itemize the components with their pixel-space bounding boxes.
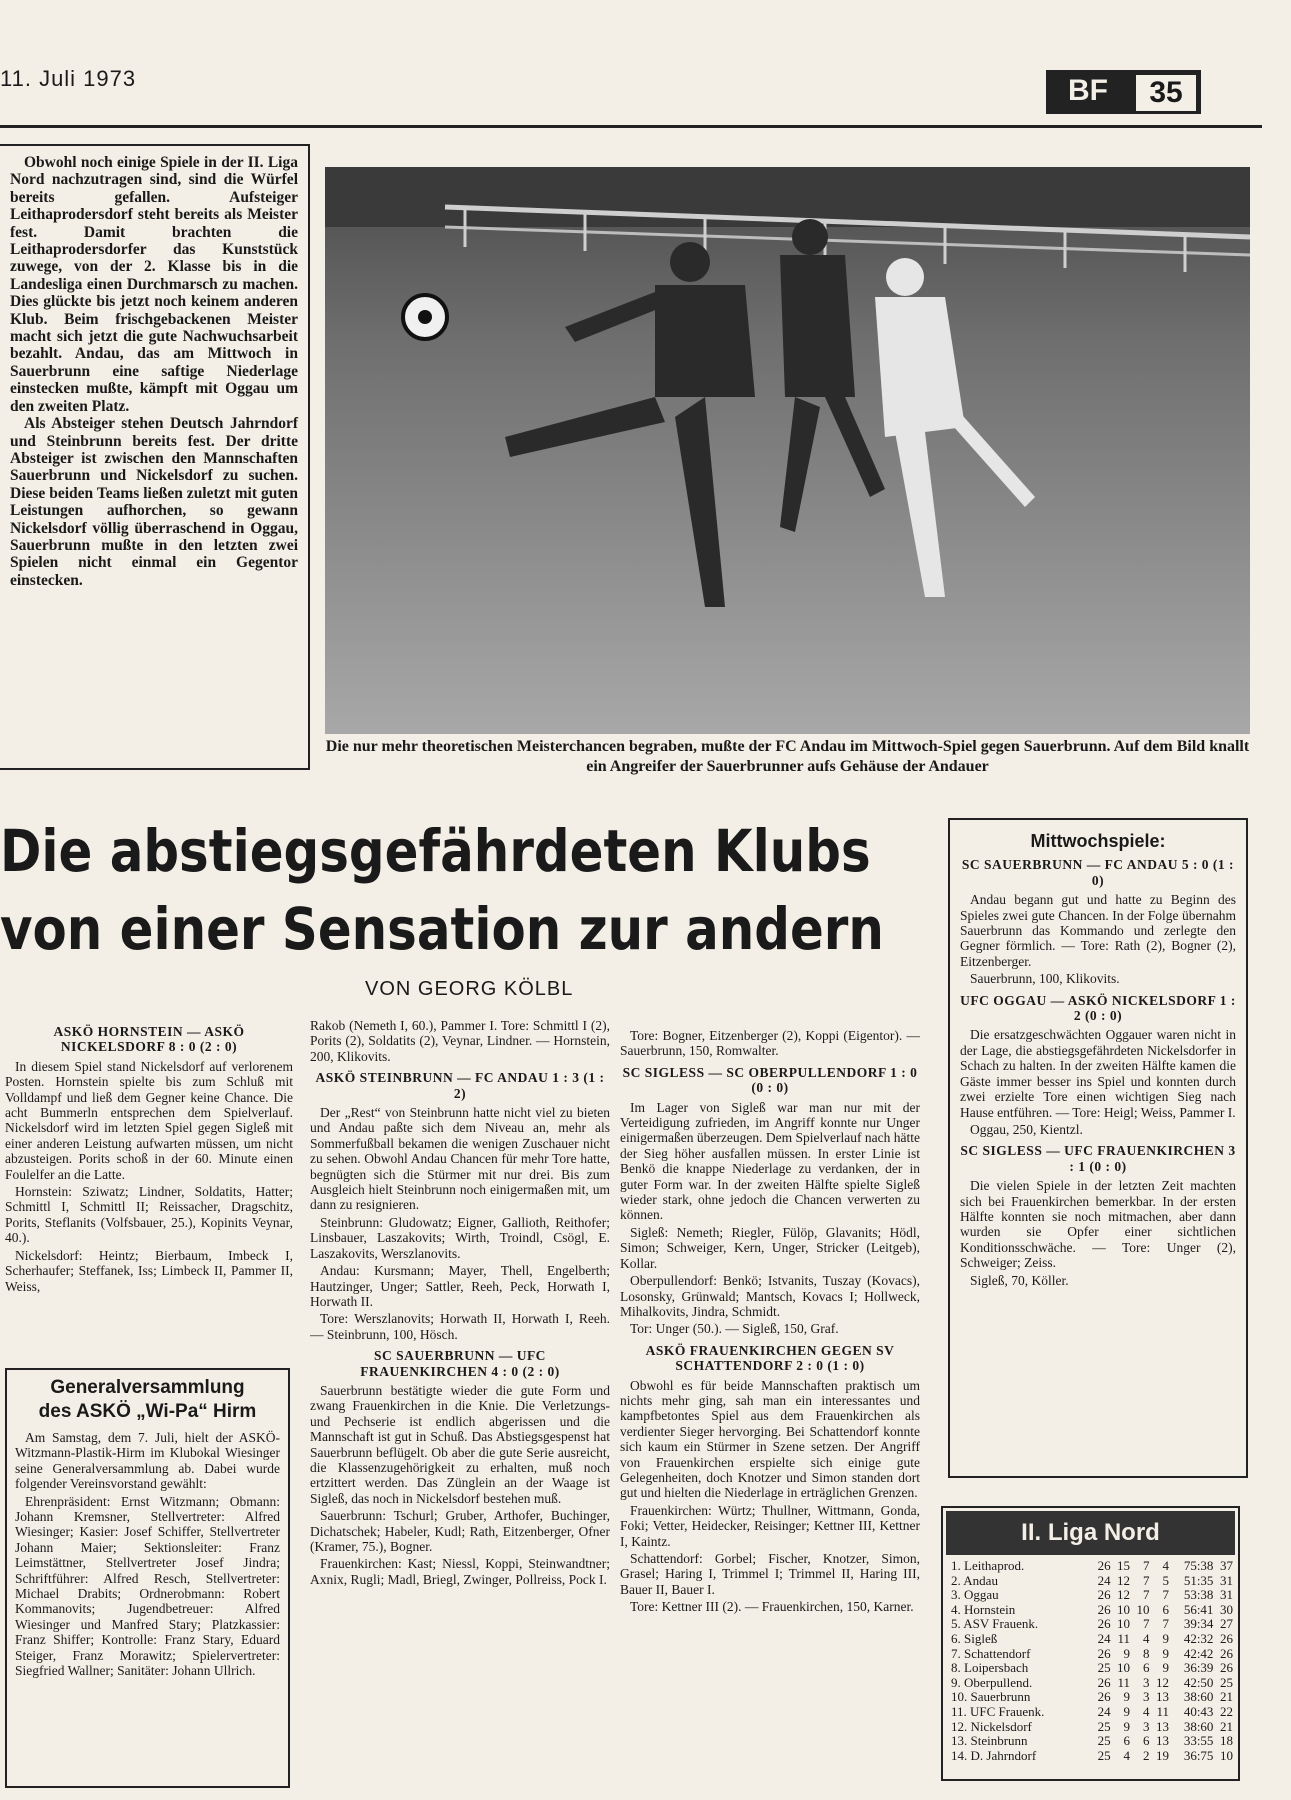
photo-illustration xyxy=(325,167,1250,734)
table-cell-s: 9 xyxy=(1123,1645,1131,1661)
table-cell-team: 14. D. Jahrndorf xyxy=(951,1747,1037,1763)
lineup: Schattendorf: Gorbel; Fischer, Knotzer, Simon, Grasel; Haring I, Trimmel I; Trimmel II, Haring III, Bauer II, Bauer I. xyxy=(620,1551,920,1597)
table-cell-s: 10 xyxy=(1117,1616,1131,1632)
table-cell-u: 3 xyxy=(1143,1674,1150,1690)
lineup: Sigleß: Nemeth; Riegler, Fülöp, Glavanits; Hödl, Simon; Schweiger, Kern, Unger, Stricker (Leitgeb), Kollar. xyxy=(620,1224,920,1271)
table-cell-tore: 42:50 xyxy=(1183,1674,1214,1690)
article-column-3 xyxy=(620,1028,920,1688)
table-cell-sp: 25 xyxy=(1097,1718,1111,1734)
table-cell-s: 9 xyxy=(1123,1718,1131,1734)
table-cell-pkt: 31 xyxy=(1220,1587,1233,1603)
table-cell-tore: 36:75 xyxy=(1183,1747,1214,1763)
table-cell-n: 12 xyxy=(1156,1674,1170,1690)
lineup: Frauenkirchen: Würtz; Thullner, Wittmann, Gonda, Foki; Vetter, Heidecker, Reisinger; Kettner III, Kettner I, Kaintz. xyxy=(620,1502,920,1549)
match-heading: ASKÖ FRAUENKIRCHEN GEGEN SV SCHATTENDORF 2 : 0 (1 : 0) xyxy=(645,1342,895,1374)
lineup: Rakob (Nemeth I, 60.), Pammer I. Tore: Schmittl I (2), Porits (2), Soldatits (2), Veynar, Lindner. — Hornstein, 200, Klikovits. xyxy=(310,1018,610,1064)
table-cell-u: 7 xyxy=(1143,1616,1150,1632)
table-cell-s: 11 xyxy=(1117,1630,1131,1646)
table-row xyxy=(951,1574,1233,1589)
table-row xyxy=(951,1676,1233,1691)
table-cell-team: 3. Oggau xyxy=(951,1587,999,1603)
table-cell-s: 11 xyxy=(1117,1674,1131,1690)
headline-line-1: Die abstiegsgefährdeten Klubs xyxy=(0,817,871,885)
goals: Tore: Bogner, Eitzenberger (2), Koppi (Eigentor). — Sauerbrunn, 150, Romwalter. xyxy=(620,1028,920,1059)
article-column-2 xyxy=(310,1018,610,1788)
table-cell-team: 10. Sauerbrunn xyxy=(951,1689,1031,1705)
table-cell-n: 4 xyxy=(1162,1558,1170,1573)
table-cell-tore: 38:60 xyxy=(1183,1689,1214,1705)
table-cell-u: 6 xyxy=(1143,1733,1150,1749)
table-cell-tore: 56:41 xyxy=(1183,1601,1214,1617)
intro-paragraph: Obwohl noch einige Spiele in der II. Liga Nord nachzutragen sind, sind die Würfel bereits gefallen. Aufsteiger Leithaprodersdorf steht bereits als Meister fest. Damit brachten die Leithaprodersdorfer das Kunststück zuwege, von der 2. Klasse bis in die Landesliga einen Durchmarsch zu machen. Dies glückte bis jetzt noch keinem anderen Klub. Beim frischgebackenen Meister macht sich jetzt die gute Nachwuchsarbeit bezahlt. Andau, das am Mittwoch in Sauerbrunn eine saftige Niederlage einstecken mußte, kämpft mit Oggau um den zweiten Platz. xyxy=(10,154,298,415)
table-cell-pkt: 22 xyxy=(1220,1703,1233,1719)
table-cell-s: 15 xyxy=(1117,1558,1131,1573)
table-cell-n: 5 xyxy=(1162,1572,1170,1588)
goals: Tor: Unger (50.). — Sigleß, 150, Graf. xyxy=(630,1321,839,1337)
table-cell-s: 12 xyxy=(1117,1587,1131,1603)
page-number: 35 xyxy=(1135,74,1197,112)
match-report: Obwohl es für beide Mannschaften praktisch um nichts mehr ging, sah man ein interessantes und kampfbetontes Spiel aus dem Frauenkirchen als verdienter Sieger hervorging. Bei Schattendorf konnte sich kaum ein Stürmer in Szene setzen. Der Angriff von Frauenkirchen erspielte sich einige gute Gelegenheiten, doch Knotzer und Simon standen dort gut und hielten die Niederlage in erträglichen Grenzen. xyxy=(620,1377,920,1501)
table-cell-n: 7 xyxy=(1162,1616,1170,1632)
table-cell-tore: 40:43 xyxy=(1183,1703,1214,1719)
table-row xyxy=(951,1647,1233,1662)
table-cell-s: 9 xyxy=(1123,1703,1131,1719)
league-table-title: II. Liga Nord xyxy=(946,1511,1235,1555)
general-assembly-box xyxy=(5,1368,290,1788)
match-report: In diesem Spiel stand Nickelsdorf auf verlorenem Posten. Hornstein spielte bis zum Schluß mit Volldampf und ließ dem Gegner keine Chance. Die acht Bummerln entsprechen dem Spielverlauf. Nickelsdorf wird im letzten Spiel gegen Sigleß mit einer anderen Leistung aufwarten müssen, um nicht abzusteigen. Porits schoß in der 60. Minute einen Foulelfer an die Latte. xyxy=(5,1058,293,1182)
league-table-box xyxy=(941,1506,1240,1781)
table-cell-n: 19 xyxy=(1156,1747,1170,1763)
table-cell-sp: 26 xyxy=(1097,1645,1111,1661)
table-cell-team: 9. Oberpullend. xyxy=(951,1674,1033,1690)
table-cell-s: 10 xyxy=(1117,1601,1131,1617)
table-cell-u: 4 xyxy=(1143,1703,1150,1719)
table-cell-pkt: 21 xyxy=(1220,1718,1233,1734)
page-tag xyxy=(1046,70,1201,114)
match-heading: ASKÖ STEINBRUNN — FC ANDAU 1 : 3 (1 : 2) xyxy=(315,1070,605,1101)
table-cell-n: 13 xyxy=(1156,1733,1170,1749)
lineup: Frauenkirchen: Kast; Niessl, Koppi, Steinwandtner; Axnix, Rugli; Madl, Briegl, Zwinger, Pollreiss, Pock I. xyxy=(310,1556,610,1587)
table-cell-sp: 26 xyxy=(1097,1587,1111,1603)
table-cell-s: 4 xyxy=(1123,1747,1131,1763)
table-cell-team: 6. Sigleß xyxy=(951,1630,998,1646)
issue-date: 11. Juli 1973 xyxy=(0,66,137,91)
table-row xyxy=(951,1661,1233,1676)
table-cell-u: 7 xyxy=(1143,1558,1150,1573)
intro-paragraph: Als Absteiger stehen Deutsch Jahrndorf und Steinbrunn bereits fest. Der dritte Absteiger ist zwischen den Mannschaften Sauerbrunn und Nickelsdorf zu suchen. Diese beiden Teams ließen zuletzt mit guten Leistungen aufhorchen, so gewann Nickelsdorf völlig überraschend in Oggau, Sauerbrunn mußte in den letzten zwei Spielen nicht einmal ein Gegentor einstecken. xyxy=(10,415,298,589)
table-cell-team: 5. ASV Frauenk. xyxy=(951,1616,1039,1632)
match-report: Im Lager von Sigleß war man nur mit der Verteidigung zufrieden, im Angriff konnte nur Unger einigermaßen überzeugen. Dem Spielverlauf nach hätte der Sieg höher ausfallen müssen. In erster Linie ist Benkö die knappe Niederlage zu verdanken, der in guter Form war. In der zweiten Hälfte spielte Sigleß wieder stark, ohne jedoch die Chancen verwerten zu können. xyxy=(620,1099,920,1223)
table-cell-team: 12. Nickelsdorf xyxy=(951,1718,1032,1734)
match-report: Die ersatzgeschwächten Oggauer waren nicht in der Lage, die abstiegsgefährdeten Nickelsdorfer in Schach zu halten. In der zweiten Hälfte kamen die Gäste immer besser ins Spiel und konnten durch zwei erzielte Tore einen wichtigen Sieg nach Hause entführen. — Tore: Heigl; Weiss, Pammer I. xyxy=(960,1027,1236,1120)
table-cell-sp: 25 xyxy=(1097,1660,1111,1676)
table-cell-sp: 24 xyxy=(1097,1703,1111,1719)
match-heading: SC SIGLESS — UFC FRAUENKIRCHEN 3 : 1 (0 : 0) xyxy=(960,1143,1236,1174)
board-members: Ehrenpräsident: Ernst Witzmann; Obmann: Johann Kremsner, Stellvertreter: Alfred Wiesinger; Kasier: Josef Schiffer, Stellvertreter Johann Maier; Sektionsleiter: Franz Leimstättner, Stellvertreter Josef Jindra; Schriftführer: Alfred Resch, Stellvertreter: Michael Drabits; Ordnerobmann: Robert Kommanovits; Jugendbetreuer: Alfred Wiesinger und Manfred Stary; Platzkassier: Franz Shiffer; Kontrolle: Franz Stary, Eduard Steiger, Franz Morawitz; Spielervertreter: Siegfried Wallner; Sanitäter: Johann Ullrich. xyxy=(15,1493,280,1679)
table-row xyxy=(951,1720,1233,1735)
section-label: BF xyxy=(1068,74,1108,107)
lineup: Nickelsdorf: Heintz; Bierbaum, Imbeck I, Scherhaufer; Steffanek, Iss; Limbeck II, Pammer II, Weiss, xyxy=(5,1247,293,1294)
match-heading: ASKÖ HORNSTEIN — ASKÖ NICKELSDORF 8 : 0 (2 : 0) xyxy=(53,1024,245,1055)
table-cell-team: 2. Andau xyxy=(951,1572,998,1588)
general-assembly-title xyxy=(15,1376,280,1424)
table-row xyxy=(951,1705,1233,1720)
match-heading: UFC OGGAU — ASKÖ NICKELSDORF 1 : 2 (0 : 0) xyxy=(960,992,1236,1024)
table-cell-sp: 26 xyxy=(1097,1601,1111,1617)
table-cell-pkt: 10 xyxy=(1220,1747,1233,1763)
table-row xyxy=(951,1690,1233,1705)
table-cell-sp: 24 xyxy=(1097,1572,1111,1588)
table-row xyxy=(951,1734,1233,1749)
table-cell-team: 4. Hornstein xyxy=(951,1601,1016,1617)
league-table xyxy=(951,1559,1233,1763)
table-cell-n: 9 xyxy=(1162,1645,1170,1661)
table-cell-u: 2 xyxy=(1143,1747,1150,1763)
table-row xyxy=(951,1749,1233,1764)
table-cell-team: 11. UFC Frauenk. xyxy=(951,1703,1045,1719)
general-assembly-title-line-1: Generalversammlung xyxy=(50,1377,245,1398)
match-heading: SC SAUERBRUNN — UFC FRAUENKIRCHEN 4 : 0 (2 : 0) xyxy=(360,1348,560,1379)
lineup: Andau: Kursmann; Mayer, Thell, Engelberth; Hautzinger, Unger; Sattler, Reeh, Peck, Horwath I, Horwath II. xyxy=(310,1263,610,1309)
table-cell-s: 10 xyxy=(1117,1660,1131,1676)
table-cell-s: 12 xyxy=(1117,1572,1131,1588)
table-cell-pkt: 31 xyxy=(1220,1572,1233,1588)
table-cell-n: 7 xyxy=(1162,1587,1170,1603)
table-cell-pkt: 21 xyxy=(1220,1689,1233,1705)
table-cell-tore: 42:42 xyxy=(1183,1645,1214,1661)
table-cell-team: 7. Schattendorf xyxy=(951,1645,1031,1661)
table-cell-tore: 53:38 xyxy=(1183,1587,1214,1603)
table-cell-n: 9 xyxy=(1162,1630,1170,1646)
table-cell-sp: 26 xyxy=(1097,1558,1111,1573)
table-row xyxy=(951,1588,1233,1603)
table-cell-s: 6 xyxy=(1123,1733,1131,1749)
general-assembly-text: Am Samstag, dem 7. Juli, hielt der ASKÖ-Witzmann-Plastik-Hirm im Klubokal Wiesinger seine Generalversammlung ab. Dabei wurde folgender Vereinsvorstand gewählt: xyxy=(15,1430,280,1492)
header-rule xyxy=(0,125,1262,128)
table-cell-team: 1. Leithaprod. xyxy=(951,1558,1025,1573)
match-heading: SC SAUERBRUNN — FC ANDAU 5 : 0 (1 : 0) xyxy=(961,857,1235,888)
table-cell-sp: 25 xyxy=(1097,1733,1111,1749)
lineup: Steinbrunn: Gludowatz; Eigner, Gallioth, Reithofer; Linsbauer, Laszakovits; Wirth, Troindl, Csögl, E. Laszakovits, Werszlanovits. xyxy=(310,1214,610,1261)
table-cell-pkt: 37 xyxy=(1220,1558,1233,1573)
table-cell-sp: 26 xyxy=(1097,1616,1111,1632)
table-cell-u: 8 xyxy=(1143,1645,1150,1661)
table-cell-pkt: 26 xyxy=(1220,1660,1233,1676)
table-cell-sp: 26 xyxy=(1097,1689,1111,1705)
match-heading: SC SIGLESS — SC OBERPULLENDORF 1 : 0 (0 : 0) xyxy=(622,1064,918,1096)
match-report: Die vielen Spiele in der letzten Zeit machten sich bei Frauenkirchen bemerkbar. In der ersten Hälfte konnten sie noch mitmachen, aber dann wurden sie Opfer einer sichtlichen Konditionsschwäche. — Tore: Unger (2), Schweiger; Zeiss. xyxy=(960,1178,1236,1271)
match-venue: Sauerbrunn, 100, Klikovits. xyxy=(970,971,1120,987)
table-cell-n: 13 xyxy=(1156,1689,1170,1705)
table-cell-pkt: 18 xyxy=(1220,1733,1233,1749)
match-report: Andau begann gut und hatte zu Beginn des Spieles zwei gute Chancen. In der Folge übernahm Sauerbrunn das Kommando und zerlegte den Gegner förmlich. — Tore: Rath (2), Bogner (2), Eitzenberger. xyxy=(960,892,1236,969)
match-venue: Oggau, 250, Kientzl. xyxy=(970,1121,1083,1137)
table-cell-u: 7 xyxy=(1143,1587,1150,1603)
table-cell-u: 6 xyxy=(1143,1660,1150,1676)
table-cell-n: 6 xyxy=(1162,1601,1170,1617)
table-cell-pkt: 26 xyxy=(1220,1645,1233,1661)
table-cell-pkt: 26 xyxy=(1220,1630,1233,1646)
table-row xyxy=(951,1632,1233,1647)
table-cell-n: 9 xyxy=(1162,1660,1170,1676)
table-cell-pkt: 27 xyxy=(1220,1616,1233,1632)
table-cell-u: 3 xyxy=(1143,1689,1150,1705)
table-cell-pkt: 25 xyxy=(1220,1674,1233,1690)
table-cell-tore: 39:34 xyxy=(1183,1616,1214,1632)
table-cell-u: 10 xyxy=(1136,1601,1150,1617)
table-cell-s: 9 xyxy=(1123,1689,1131,1705)
photo-caption: Die nur mehr theoretischen Meisterchancen begraben, mußte der FC Andau im Mittwoch-Spiel gegen Sauerbrunn. Auf dem Bild knallt ein Angreifer der Sauerbrunner aufs Gehäuse der Andauer xyxy=(325,738,1250,775)
article-column-1 xyxy=(5,1018,293,1323)
headline-line-2: von einer Sensation zur andern xyxy=(0,895,884,963)
match-report: Sauerbrunn bestätigte wieder die gute Form und zwang Frauenkirchen in die Knie. Die Verletzungs- und Pechserie ist endlich abgerissen und die Mannschaft ist gut in Schuß. Das Abstiegsgespenst hat Sauerbrunn beflügelt. Ob aber die gute Serie ausreicht, die Klassenzugehörigkeit zu erhalten, muß noch ertzittert werden. Das Zünglein an der Waage ist Sigleß, das noch in Nickelsdorf bestehen muß. xyxy=(310,1382,610,1506)
table-cell-pkt: 30 xyxy=(1220,1601,1233,1617)
table-cell-sp: 24 xyxy=(1097,1630,1111,1646)
table-cell-team: 8. Loipersbach xyxy=(951,1660,1029,1676)
table-cell-u: 3 xyxy=(1143,1718,1150,1734)
table-cell-u: 7 xyxy=(1143,1572,1150,1588)
match-photo xyxy=(325,167,1250,734)
table-cell-tore: 38:60 xyxy=(1183,1718,1214,1734)
table-row xyxy=(951,1559,1233,1574)
table-cell-tore: 36:39 xyxy=(1183,1660,1214,1676)
table-row xyxy=(951,1617,1233,1632)
wednesday-games-title: Mittwochspiele: xyxy=(1030,831,1166,851)
goals: Tore: Werszlanovits; Horwath II, Horwath I, Reeh. — Steinbrunn, 100, Hösch. xyxy=(310,1311,610,1342)
match-venue: Sigleß, 70, Köller. xyxy=(970,1272,1069,1288)
table-cell-tore: 51:35 xyxy=(1183,1572,1214,1588)
table-cell-u: 4 xyxy=(1143,1630,1150,1646)
goals: Tore: Kettner III (2). — Frauenkirchen, 150, Karner. xyxy=(630,1599,914,1615)
intro-box xyxy=(0,144,310,770)
table-cell-tore: 33:55 xyxy=(1183,1733,1214,1749)
table-cell-sp: 25 xyxy=(1097,1747,1111,1763)
table-cell-n: 11 xyxy=(1156,1703,1170,1719)
lineup: Hornstein: Sziwatz; Lindner, Soldatits, Hatter; Schmittl I, Schmittl II; Reissacher, Dragschitz, Porits, Steflanits (Volfsbauer, 25.), Kopinits Veynar, 40.). xyxy=(5,1184,293,1246)
headline xyxy=(0,812,884,968)
table-row xyxy=(951,1603,1233,1618)
table-cell-team: 13. Steinbrunn xyxy=(951,1733,1028,1749)
wednesday-games-box xyxy=(948,818,1248,1478)
general-assembly-title-line-2: des ASKÖ „Wi-Pa“ Hirm xyxy=(38,1401,257,1422)
lineup: Sauerbrunn: Tschurl; Gruber, Arthofer, Buchinger, Dichatschek; Habeler, Kudl; Rath, Eitzenberger, Ofner (Kramer, 75.), Bogner. xyxy=(310,1508,610,1554)
table-cell-sp: 26 xyxy=(1097,1674,1111,1690)
table-cell-tore: 75:38 xyxy=(1183,1558,1214,1573)
lineup: Oberpullendorf: Benkö; Istvanits, Tuszay (Kovacs), Losonsky, Grünwald; Mantsch, Kovacs I; Hollweck, Mihalkovits, Jindra, Schmidt. xyxy=(620,1273,920,1319)
byline: VON GEORG KÖLBL xyxy=(365,978,574,1000)
table-cell-n: 13 xyxy=(1156,1718,1170,1734)
match-report: Der „Rest“ von Steinbrunn hatte nicht viel zu bieten und Andau paßte sich dem Niveau an, mehr als Sommerfußball bekamen die wenigen Zuschauer nicht zu sehen. Obwohl Andau Chancen für mehr Tore hatte, begnügten sich die Stürmer mit nur drei. Bis zum Ausgleich hielt Steinbrunn noch einigermaßen mit, um dann zu resignieren. xyxy=(310,1105,610,1213)
table-cell-tore: 42:32 xyxy=(1183,1630,1214,1646)
